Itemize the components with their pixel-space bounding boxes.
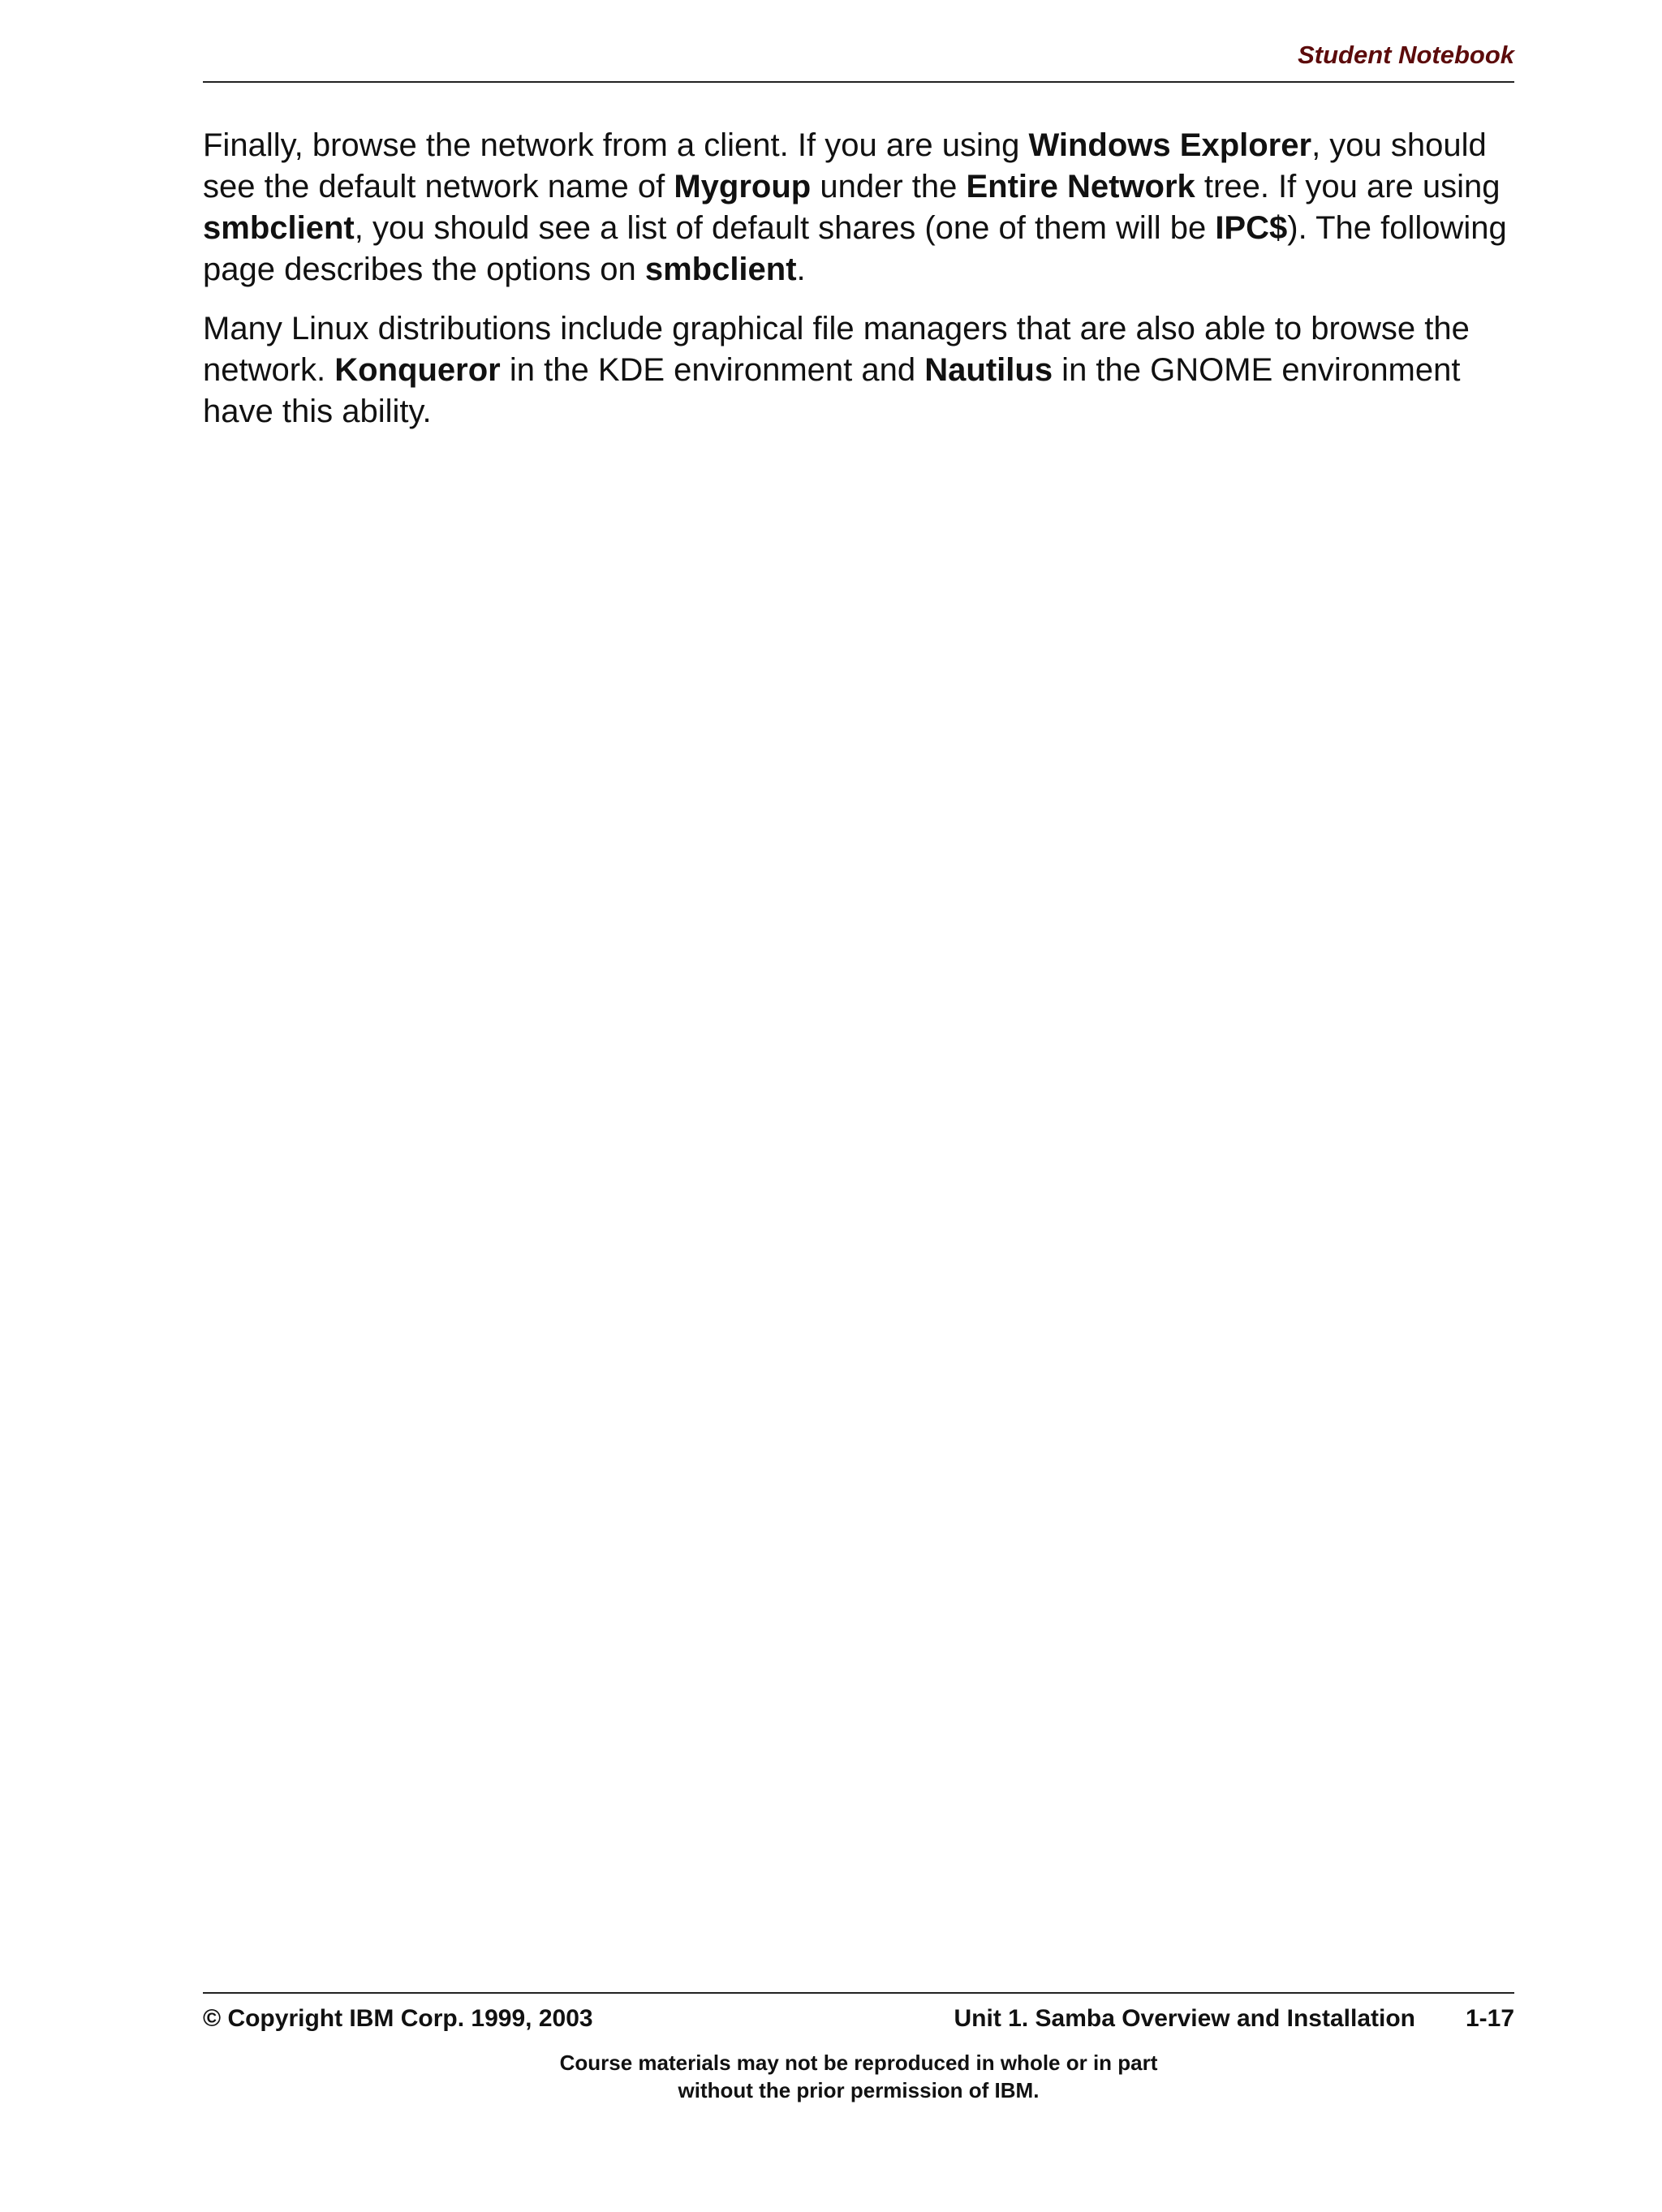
bold-term: Entire Network	[966, 169, 1195, 204]
header-title: Student Notebook	[1298, 41, 1514, 69]
text-segment: .	[796, 252, 806, 287]
footer-copyright: © Copyright IBM Corp. 1999, 2003	[203, 2005, 593, 2032]
text-segment: ). The following page describes the options on	[203, 210, 1507, 287]
bold-term: Windows Explorer	[1028, 127, 1312, 163]
text-segment: Finally, browse the network from a client. If you are using	[203, 127, 1029, 163]
paragraph-file-managers	[203, 308, 1514, 433]
text-segment: in the KDE environment and	[500, 352, 925, 388]
paragraph-browse-network	[203, 125, 1514, 290]
footer-notice-line: without the prior permission of IBM.	[678, 2078, 1040, 2102]
text-segment: tree. If you are using	[1195, 169, 1501, 204]
footer-notice-line: Course materials may not be reproduced in whole or in part	[559, 2051, 1158, 2075]
page-footer	[203, 1992, 1514, 2107]
text-segment: under the	[811, 169, 967, 204]
bold-term: smbclient	[644, 252, 797, 287]
bold-term: IPC$	[1215, 210, 1288, 246]
bold-term: smbclient	[203, 210, 355, 246]
text-segment: , you should see the default network name of	[203, 127, 1487, 204]
bold-term: Mygroup	[674, 169, 812, 204]
document-body	[203, 125, 1514, 450]
text-segment: , you should see a list of default shares (one of them will be	[354, 210, 1216, 246]
footer-page-number: 1-17	[1465, 2005, 1514, 2032]
footer-notice	[203, 2049, 1514, 2104]
bold-term: Konqueror	[334, 352, 501, 388]
text-segment: in the GNOME environment have this ability.	[203, 352, 1461, 429]
page-header	[203, 41, 1514, 83]
bold-term: Nautilus	[924, 352, 1053, 388]
footer-unit-title: Unit 1. Samba Overview and Installation	[954, 2005, 1415, 2032]
text-segment: Many Linux distributions include graphical file managers that are also able to browse the network.	[203, 311, 1470, 388]
